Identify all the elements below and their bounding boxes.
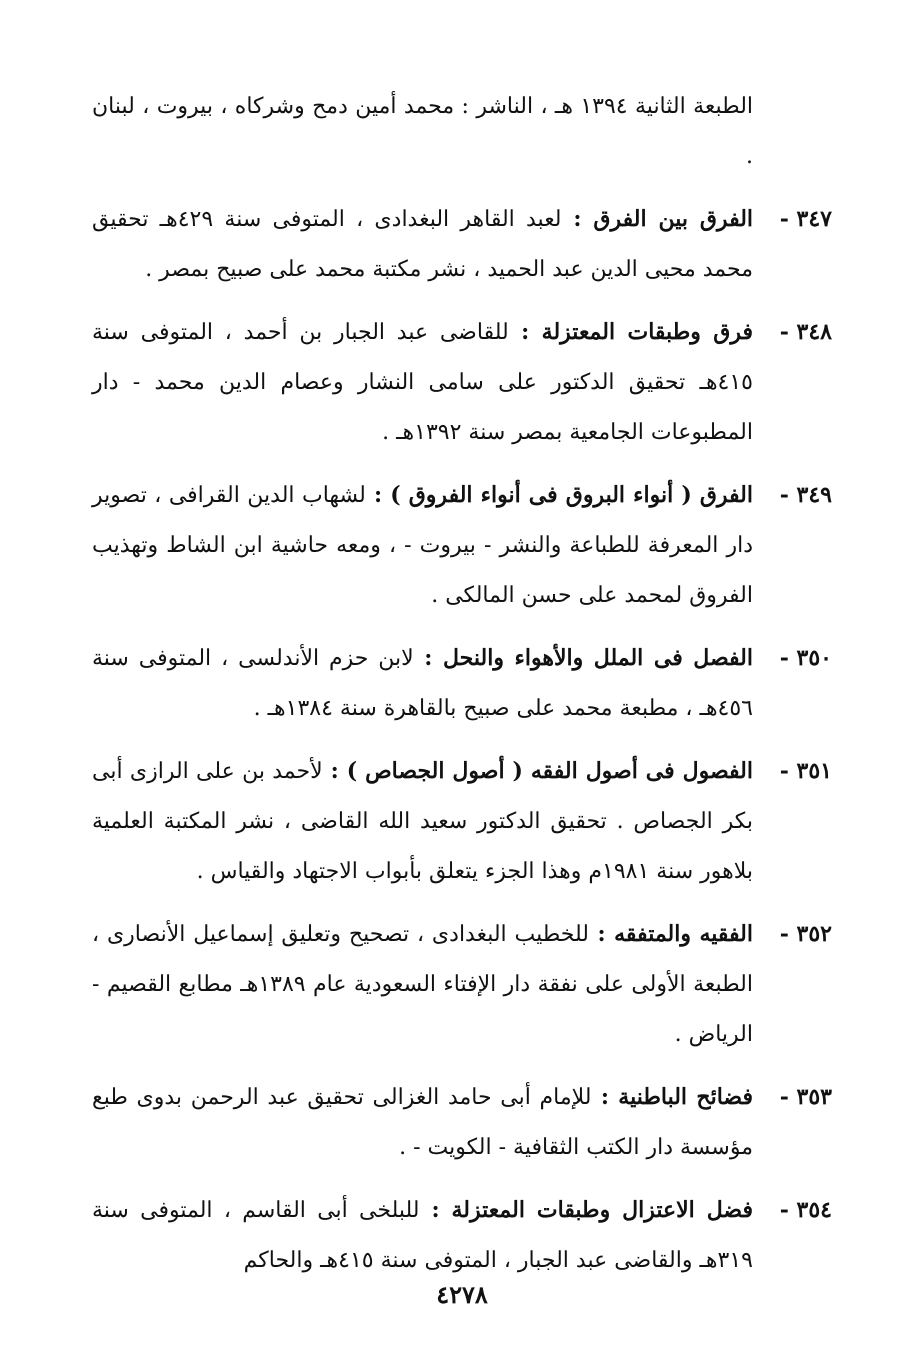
- page-number: ٤٢٧٨: [436, 1280, 488, 1309]
- bibliography-entry-349: [92, 470, 832, 621]
- entry-number: ٣٤٩ -: [779, 482, 832, 508]
- bibliography-entry-348: [92, 307, 832, 458]
- entry-number: ٣٥٣ -: [779, 1084, 832, 1110]
- entry-body: [92, 194, 753, 295]
- bibliography-entry-353: [92, 1072, 832, 1173]
- entry-text: لابن حزم الأندلسى ، المتوفى سنة ٤٥٦هـ ، مطبعة محمد على صبيح بالقاهرة سنة ١٣٨٤هـ .: [92, 646, 753, 721]
- entry-body: [92, 307, 753, 458]
- bibliography-entry-350: [92, 633, 832, 734]
- entry-title: الفقيه والمتفقه :: [589, 921, 754, 947]
- entry-body: [92, 1072, 753, 1173]
- entry-body: [92, 633, 753, 734]
- entry-title: فرق وطبقات المعتزلة :: [508, 319, 753, 345]
- entry-title: الفرق بين الفرق :: [561, 206, 754, 232]
- bibliography-entry-351: [92, 746, 832, 897]
- continuation-paragraph: الطبعة الثانية ١٣٩٤ هـ ، الناشر : محمد أمين دمح وشركاه ، بيروت ، لبنان .: [92, 94, 754, 169]
- entry-body: [92, 909, 753, 1060]
- entry-number: ٣٥٠ -: [779, 645, 832, 671]
- entry-title: فضائح الباطنية :: [591, 1084, 753, 1110]
- entry-text: لعبد القاهر البغدادى ، المتوفى سنة ٤٢٩هـ تحقيق محمد محيى الدين عبد الحميد ، نشر مكتبة محمد على صبيح بمصر .: [92, 207, 753, 282]
- entry-text: للإمام أبى حامد الغزالى تحقيق عبد الرحمن بدوى طبع مؤسسة دار الكتب الثقافية - الكويت - .: [92, 1085, 753, 1160]
- entry-text: للقاضى عبد الجبار بن أحمد ، المتوفى سنة ٤١٥هـ تحقيق الدكتور على سامى النشار وعصام الدين محمد - دار المطبوعات الجامعية بمصر سنة ١٣٩٢هـ .: [92, 320, 753, 445]
- bibliography-entry-352: [92, 909, 832, 1060]
- entry-body: [92, 470, 753, 621]
- entry-number: ٣٥٢ -: [779, 921, 832, 947]
- bibliography-entry-354: [92, 1185, 832, 1286]
- entry-number: ٣٥٤ -: [779, 1197, 832, 1223]
- entry-text: لشهاب الدين القرافى ، تصوير دار المعرفة للطباعة والنشر - بيروت - ، ومعه حاشية ابن الشاط وتهذيب الفروق لمحمد على حسن المالكى .: [92, 483, 753, 608]
- entry-text: للخطيب البغدادى ، تصحيح وتعليق إسماعيل الأنصارى ، الطبعة الأولى على نفقة دار الإفتاء السعودية عام ١٣٨٩هـ مطابع القصيم - الرياض .: [92, 922, 753, 1047]
- entry-text: لأحمد بن على الرازى أبى بكر الجصاص . تحقيق الدكتور سعيد الله القاضى ، نشر المكتبة العلمية بلاهور سنة ١٩٨١م وهذا الجزء يتعلق بأبواب الاجتهاد والقياس .: [92, 759, 753, 884]
- entry-title: الفصل فى الملل والأهواء والنحل :: [413, 645, 753, 671]
- entry-text: للبلخى أبى القاسم ، المتوفى سنة ٣١٩هـ والقاضى عبد الجبار ، المتوفى سنة ٤١٥هـ والحاكم: [92, 1198, 753, 1273]
- entry-number: ٣٤٧ -: [779, 206, 832, 232]
- entry-number: ٣٤٨ -: [779, 319, 832, 345]
- entry-body: [92, 746, 753, 897]
- bibliography-entry-347: [92, 194, 832, 295]
- entry-number: ٣٥١ -: [779, 758, 832, 784]
- entry-title: فضل الاعتزال وطبقات المعتزلة :: [419, 1197, 753, 1223]
- entry-body: [92, 1185, 753, 1286]
- entry-title: الفصول فى أصول الفقه ( أصول الجصاص ) :: [322, 758, 753, 784]
- entry-title: الفرق ( أنواء البروق فى أنواء الفروق ) :: [365, 482, 753, 508]
